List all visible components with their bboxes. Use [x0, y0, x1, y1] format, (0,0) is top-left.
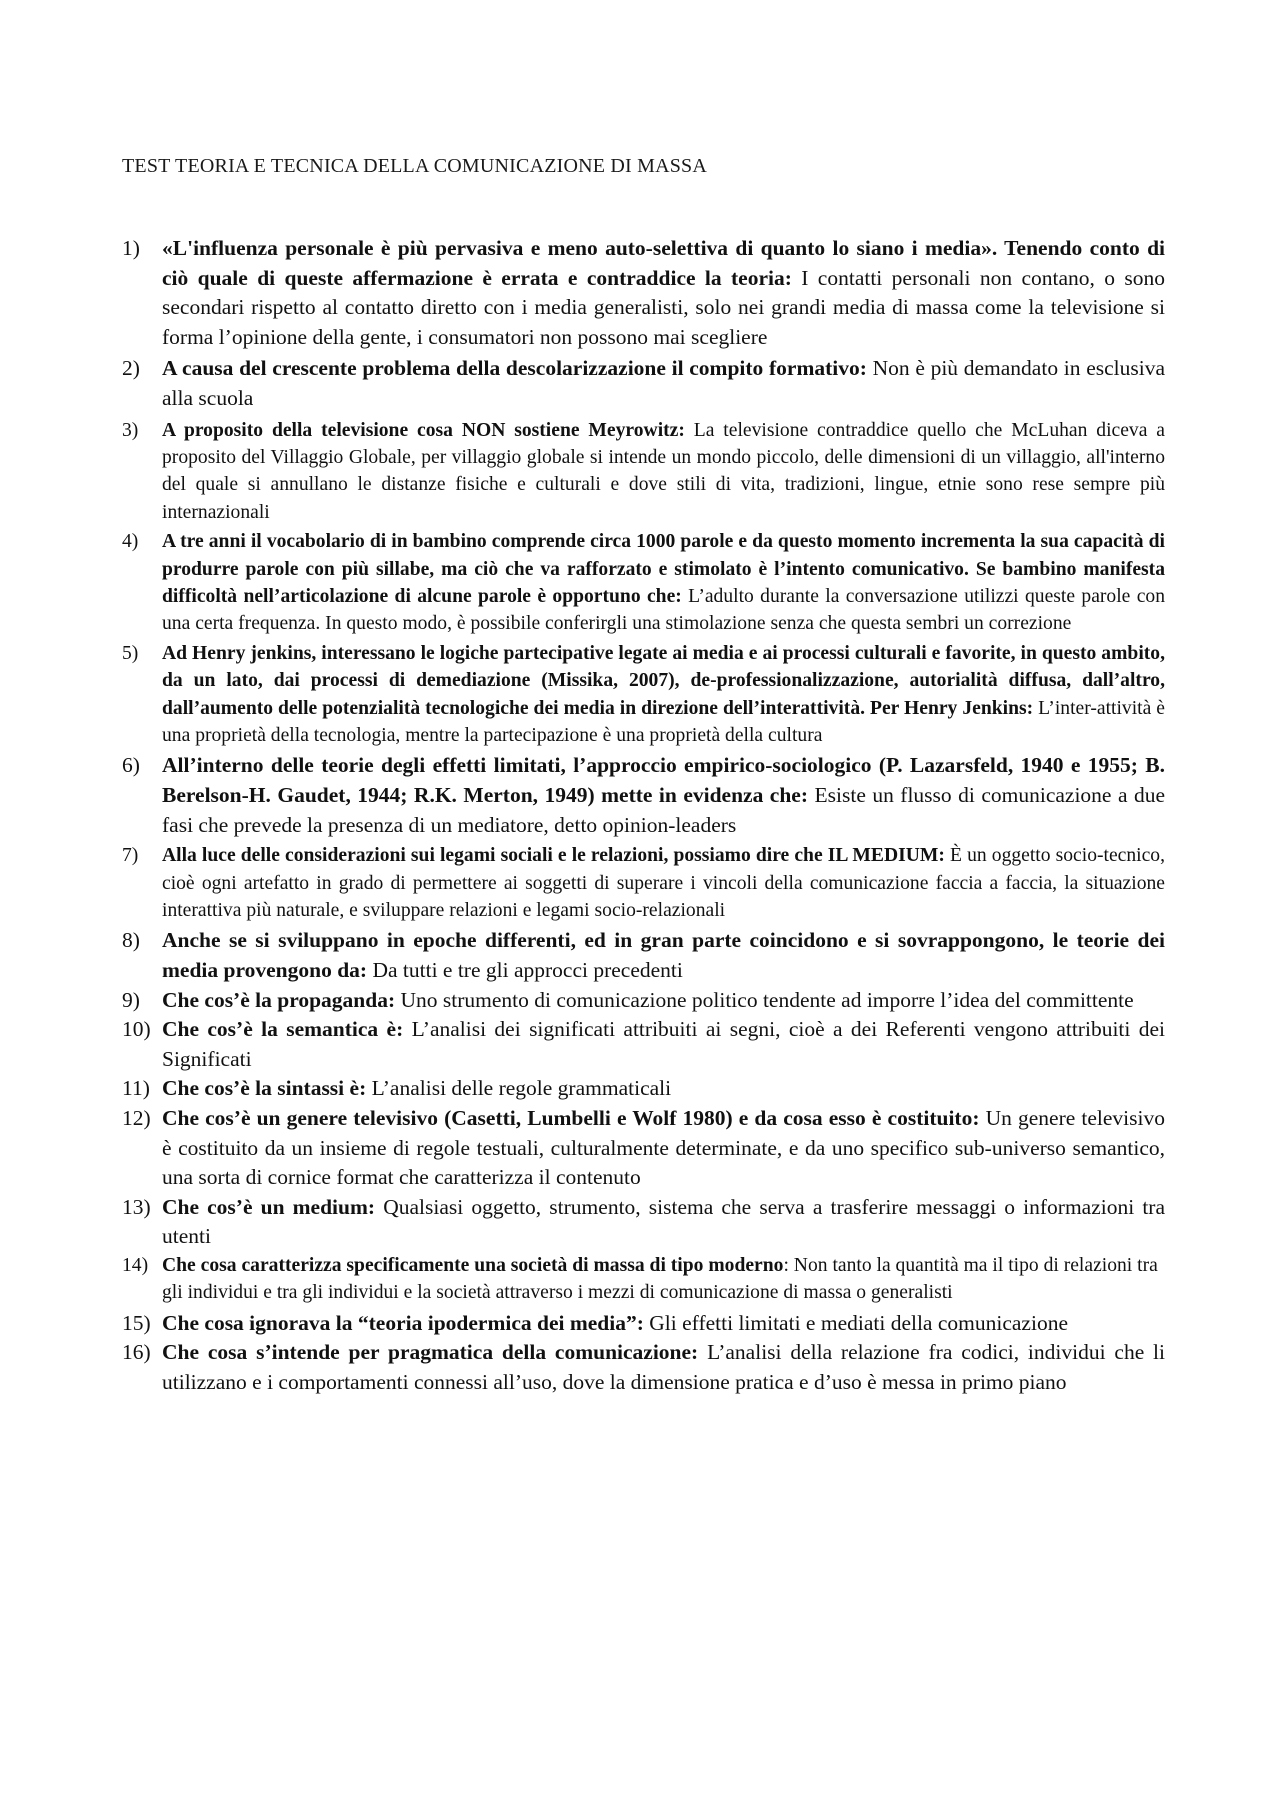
- question-text: Che cos’è la propaganda:: [162, 987, 396, 1012]
- document-title: TEST TEORIA E TECNICA DELLA COMUNICAZIONE DI MASSA: [122, 155, 708, 177]
- question-item-16: [122, 1338, 1165, 1397]
- question-item-10: [122, 1015, 1165, 1074]
- question-number: 7): [122, 845, 139, 867]
- answer-text: L’analisi della relazione fra codici, individui che li utilizzano e i comportamenti connessi all’uso, dove la dimensione pratica e d’uso è messa in primo piano: [162, 1340, 1166, 1394]
- answer-text: Gli effetti limitati e mediati della comunicazione: [649, 1310, 1068, 1335]
- question-item-7: [122, 842, 1165, 924]
- question-number: 1): [122, 236, 140, 260]
- question-text: A causa del crescente problema della descolarizzazione il compito formativo:: [162, 356, 867, 381]
- answer-text: Uno strumento di comunicazione politico tendente ad imporre l’idea del committente: [400, 987, 1134, 1012]
- answer-text: : Non tanto la quantità ma il tipo di relazioni tra gli individui e tra gli individui e la società attraverso i mezzi di comunicazione di massa o generalisti: [162, 1254, 1158, 1304]
- question-item-5: [122, 640, 1165, 750]
- answer-text: L’analisi delle regole grammaticali: [371, 1076, 672, 1101]
- answer-text: I contatti personali non contano, o sono secondari rispetto al contatto diretto con i media generalisti, solo nei grandi media di massa come la televisione si forma l’opinione della gente, i consumatori non possono mai scegliere: [162, 265, 1166, 349]
- question-text: Che cosa s’intende per pragmatica della comunicazione:: [162, 1340, 699, 1365]
- question-text: Che cos’è la semantica è:: [162, 1017, 404, 1042]
- answer-text: Un genere televisivo è costituito da un insieme di regole testuali, culturalmente determinate, e da uno specifico sub-universo semantico, una sorta di cornice format che caratterizza il contenuto: [162, 1106, 1165, 1190]
- answer-text: L’inter-attività è una proprietà della tecnologia, mentre la partecipazione è una proprietà della cultura: [162, 697, 1165, 747]
- question-text: Che cosa caratterizza specificamente una società di massa di tipo moderno: [162, 1254, 784, 1276]
- question-number: 13): [122, 1194, 151, 1219]
- question-number: 8): [122, 928, 140, 953]
- answer-text: Qualsiasi oggetto, strumento, sistema che serva a trasferire messaggi o informazioni tra utenti: [162, 1194, 1166, 1249]
- question-item-2: [122, 354, 1165, 413]
- question-number: 2): [122, 356, 140, 381]
- answer-text: Non è più demandato in esclusiva alla scuola: [162, 356, 1165, 410]
- question-item-13: [122, 1193, 1165, 1252]
- question-number: 12): [122, 1106, 151, 1130]
- question-item-9: [122, 986, 1165, 1016]
- answer-text: L’adulto durante la conversazione utilizzi queste parole con una certa frequenza. In questo modo, è possibile conferirgli una stimolazione senza che questa sembri un correzione: [162, 586, 1165, 635]
- question-text: «L'influenza personale è più pervasiva e meno auto-selettiva di quanto lo siano i media». Tenendo conto di ciò quale di queste affermazione è errata e contraddice la teoria:: [162, 236, 1165, 290]
- question-number: 11): [122, 1076, 150, 1101]
- question-text: Ad Henry jenkins, interessano le logiche partecipative legate ai media e ai processi culturali e favorite, in questo ambito, da un lato, dai processi di demediazione (Missika, 2007), de-professionalizzazione, autorialità diffusa, dall’altro, dall’aumento delle potenzialità tecnologiche dei media in direzione dell’interattività. Per Henry Jenkins:: [162, 642, 1165, 719]
- question-item-4: [122, 528, 1165, 638]
- answer-text: L’analisi dei significati attribuiti ai segni, cioè a dei Referenti vengono attribuiti dei Significati: [162, 1017, 1165, 1071]
- answer-text: Da tutti e tre gli approcci precedenti: [372, 958, 683, 983]
- question-item-15: [122, 1309, 1165, 1339]
- question-text: Che cos’è la sintassi è:: [162, 1076, 367, 1101]
- question-text: A proposito della televisione cosa NON sostiene Meyrowitz:: [162, 419, 685, 441]
- question-text: A tre anni il vocabolario di in bambino comprende circa 1000 parole e da questo momento incrementa la sua capacità di produrre parole con più sillabe, ma ciò che va rafforzato e stimolato è l’intento comunicativo. Se bambino manifesta difficoltà nell’articolazione di alcune parole è opportuno che:: [162, 531, 1165, 607]
- question-text: Anche se si sviluppano in epoche differenti, ed in gran parte coincidono e si sovrappongono, le teorie dei media provengono da:: [162, 928, 1165, 983]
- answer-text: Esiste un flusso di comunicazione a due fasi che prevede la presenza di un mediatore, detto opinion-leaders: [162, 783, 1166, 837]
- question-text: Che cosa ignorava la “teoria ipodermica dei media”:: [162, 1310, 644, 1335]
- question-number: 10): [122, 1017, 151, 1042]
- question-number: 5): [122, 642, 139, 664]
- question-number: 16): [122, 1340, 151, 1365]
- question-text: All’interno delle teorie degli effetti limitati, l’approccio empirico-sociologico (P. Lazarsfeld, 1940 e 1955; B. Berelson-H. Gaudet, 1944; R.K. Merton, 1949) mette in evidenza che:: [162, 753, 1165, 808]
- answer-text: È un oggetto socio-tecnico, cioè ogni artefatto in grado di permettere ai soggetti di superare i vincoli della comunicazione faccia a faccia, la situazione interattiva più naturale, e sviluppare relazioni e legami socio-relazionali: [162, 845, 1165, 922]
- answer-text: La televisione contraddice quello che McLuhan diceva a proposito del Villaggio Globale, per villaggio globale si intende un mondo piccolo, delle dimensioni di un villaggio, all'interno del quale si annullano le distanze fisiche e culturali e dove stili di vita, tradizioni, lingue, etnie sono rese sempre più internazionali: [162, 419, 1165, 523]
- question-number: 9): [122, 987, 140, 1012]
- question-number: 15): [122, 1310, 151, 1335]
- question-list: [122, 234, 1165, 1398]
- question-item-1: [122, 234, 1165, 352]
- question-number: 14): [122, 1254, 149, 1276]
- question-number: 6): [122, 753, 140, 778]
- question-item-3: [122, 417, 1165, 527]
- question-item-14: [122, 1252, 1165, 1307]
- question-number: 4): [122, 531, 139, 553]
- question-item-8: [122, 926, 1165, 985]
- question-number: 3): [122, 419, 139, 441]
- question-item-6: [122, 751, 1165, 840]
- question-text: Alla luce delle considerazioni sui legami sociali e le relazioni, possiamo dire che IL MEDIUM:: [162, 845, 945, 867]
- question-text: Che cos’è un medium:: [162, 1194, 376, 1219]
- question-item-12: [122, 1104, 1165, 1193]
- question-text: Che cos’è un genere televisivo (Casetti, Lumbelli e Wolf 1980) e da cosa esso è costituito:: [162, 1106, 980, 1130]
- question-item-11: [122, 1074, 1165, 1104]
